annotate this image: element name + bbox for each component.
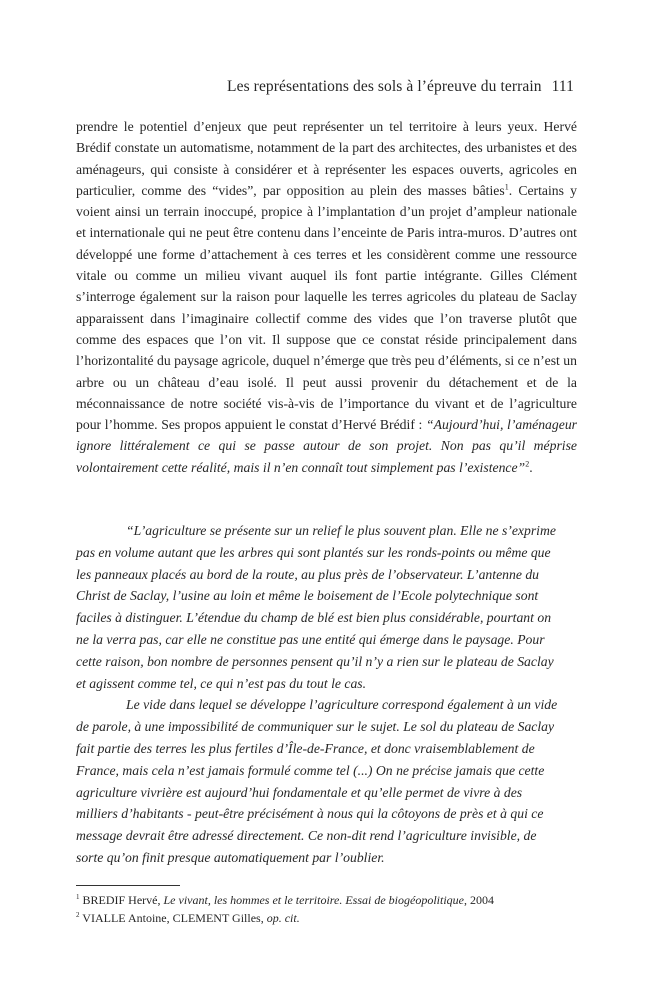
- footnote-title: op. cit.: [266, 911, 300, 925]
- block-quote-paragraph-1: “L’agriculture se présente sur un relief le plus souvent plan. Elle ne s’exprime pas en volume autant que les arbres qui sont plantés sur les ronds-points ou même que les panneaux placés au bord de la route, au plus près de l’observateur. L’antenne du Christ de Saclay, l’usine au loin et même le boisement de l’Ecole polytechnique sont faciles à distinguer. L’étendue du champ de blé est bien plus considérable, pourtant on ne la verra pas, car elle ne constitue pas une entité qui émerge dans le paysage. Pour cette raison, bon nombre de personnes pensent qu’il n’y a rien sur le plateau de Saclay et agissent comme tel, ce qui n’est pas du tout le cas.: [76, 523, 556, 691]
- body-text-end: .: [529, 459, 533, 475]
- body-text-part1: prendre le potentiel d’enjeux que peut représenter un tel territoire à leurs yeux. Hervé Brédif constate un automatisme, notamment de la part des architectes, des urbanistes et des aménageurs, qui consiste à considérer et à représenter les espaces ouverts, agricoles en particulier, comme des “vides”, par opposition au plein des masses bâties: [76, 119, 577, 198]
- footnote-separator: [76, 885, 180, 886]
- body-paragraph: [76, 116, 577, 478]
- footnote-author: VIALLE Antoine, CLEMENT Gilles,: [82, 911, 267, 925]
- footnote-2: [76, 909, 576, 927]
- running-header: [227, 78, 574, 96]
- footnote-author: BREDIF Hervé,: [82, 893, 164, 907]
- footnote-rest: , 2004: [464, 893, 495, 907]
- footnote-ref-1: 1: [504, 182, 509, 192]
- page-number: 111: [551, 78, 574, 95]
- running-title: Les représentations des sols à l’épreuve du terrain: [227, 78, 542, 95]
- footnote-1: [76, 891, 576, 909]
- inline-quote: “Aujourd’hui, l’aménageur ignore littéralement ce qui se passe autour de son projet. Non pas qu’il méprise volontairement cette réalité, mais il n’en connaît tout simplement pas l’existence”: [76, 417, 577, 475]
- footnote-ref-2: 2: [525, 459, 530, 469]
- body-text-part2: . Certains y voient ainsi un terrain inoccupé, propice à l’implantation d’un projet d’ampleur nationale et internationale qui ne peut être contenu dans l’enceinte de Paris intra-muros. D’autres ont développé une forme d’attachement à ces terres et les considèrent comme une ressource vitale ou comme un milieu vivant auquel ils font partie intégrante. Gilles Clément s’interroge également sur la raison pour laquelle les terres agricoles du plateau de Saclay apparaissent dans l’imaginaire collectif comme des vides que l’on traverse plutôt que comme des espaces que l’on vit. Il suppose que ce constat réside principalement dans l’horizontalité du paysage agricole, duquel n’émerge que très peu d’éléments, si ce n’est un arbre ou un château d’eau isolé. Il peut aussi provenir du détachement et de la méconnaissance de notre société vis-à-vis de l’importance du vivant et de l’agriculture pour l’homme. Ses propos appuient le constat d’Hervé Brédif :: [76, 182, 577, 433]
- footnote-title: Le vivant, les hommes et le territoire. Essai de biogéopolitique: [163, 893, 465, 907]
- block-quote-paragraph-2: Le vide dans lequel se développe l’agriculture correspond également à un vide de parole, à une impossibilité de communiquer sur le sujet. Le sol du plateau de Saclay fait partie des terres les plus fertiles d’Île-de-France, et donc vraisemblablement de France, mais cela n’est jamais formulé comme tel (...) On ne précise jamais que cette agriculture vivrière est aujourd’hui fondamentale et qu’elle permet de vivre à des milliers d’habitants - peut-être précisément à nous qui la côtoyons de près et à qui ce message devrait être adressé directement. Ce non-dit rend l’agriculture invisible, de sorte qu’on finit presque automatiquement par l’oublier.: [76, 697, 558, 865]
- footnotes: [76, 891, 576, 927]
- block-quote: [76, 520, 564, 869]
- footnote-number: 1: [76, 893, 80, 901]
- footnote-number: 2: [76, 911, 80, 919]
